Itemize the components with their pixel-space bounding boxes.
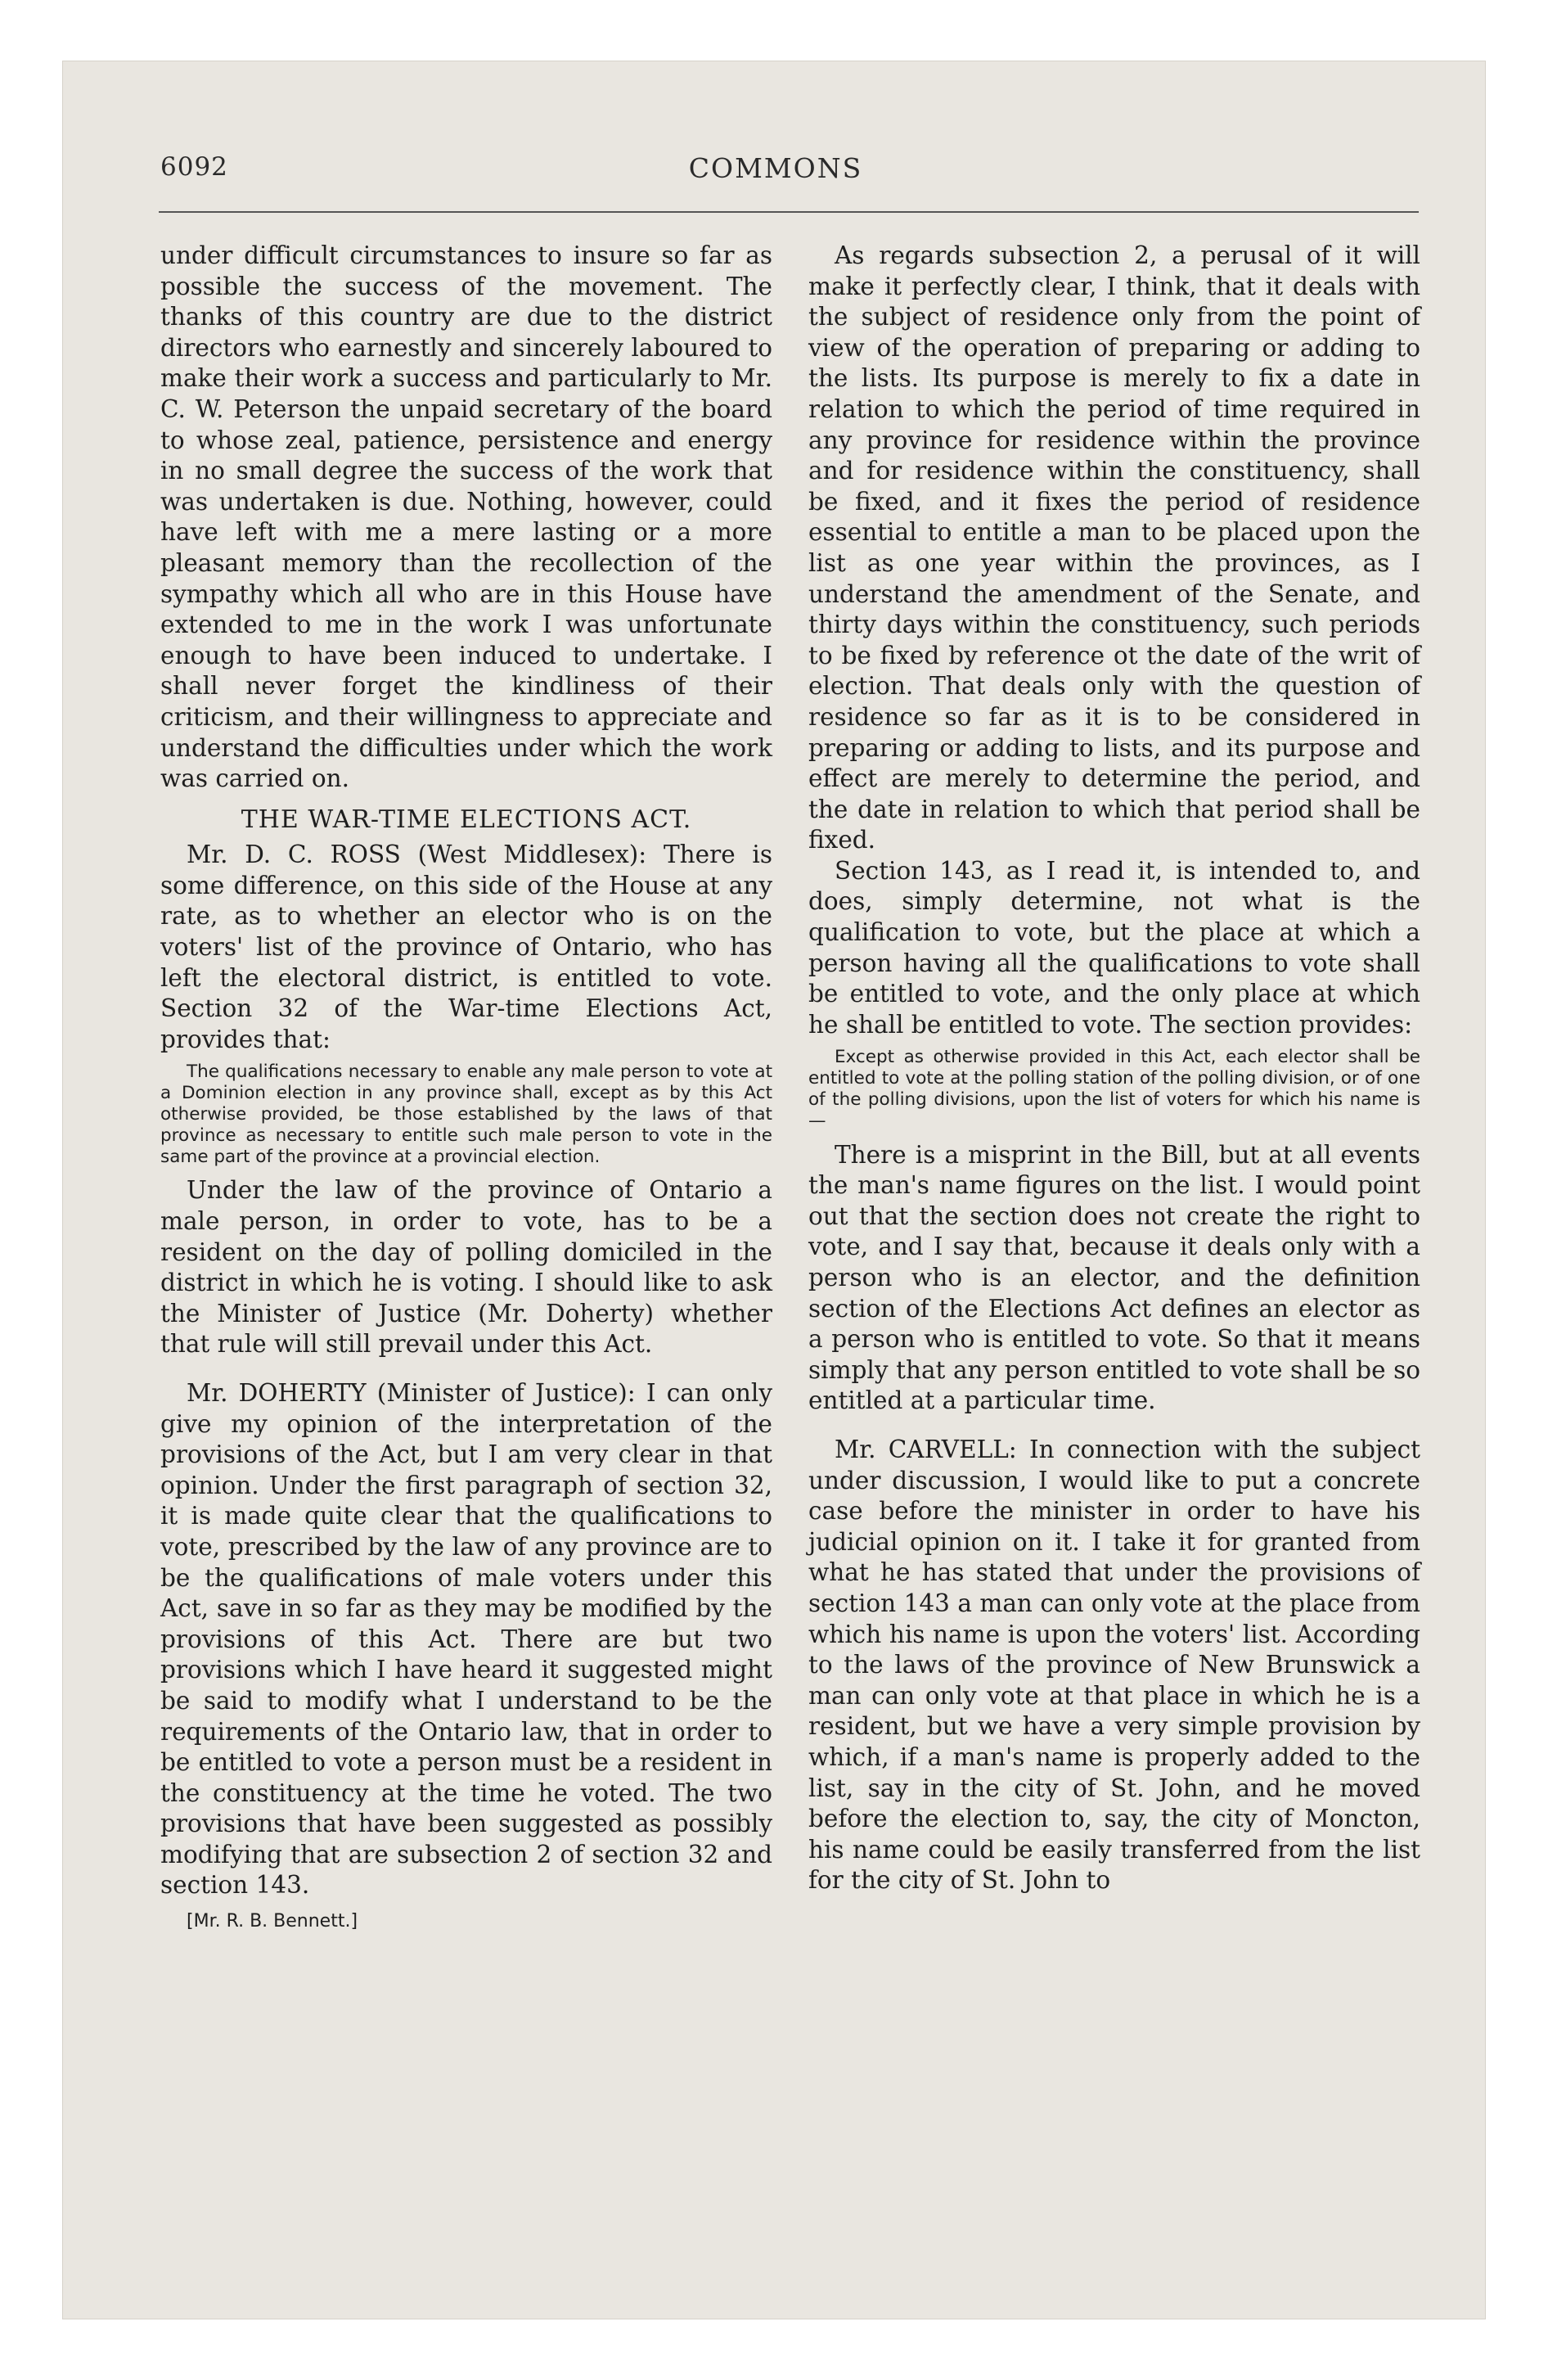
right-column [808,241,1420,1896]
header-rule [159,211,1419,213]
right-quote-section-143: Except as otherwise provided in this Act, each elector shall be entitled to vote at the polling station of the polling division, or of one of the polling divisions, upon the list of voters for which his name is— [808,1047,1420,1131]
right-paragraph-3: There is a misprint in the Bill, but at all events the man's name figures on the list. I would point out that the section does not create the right to vote, and I say that, because it deals only with a person who is an elector, and the definition section of the Elections Act defines an elector as a person who is entitled to vote. So that it means simply that any person entitled to vote shall be so entitled at a particular time. [808,1140,1420,1415]
speaker-signature: [Mr. R. B. Bennett.] [187,1911,358,1932]
left-column [160,241,772,1937]
page-header [101,152,1450,193]
left-quote-section-32: The qualifications necessary to enable any male person to vote at a Dominion election in any province shall, except as by this Act otherwise provided, be those established by the laws of that province as necessary to entitle such male person to vote in the same part of the province at a provincial election. [160,1062,772,1167]
left-paragraph-ross: Mr. D. C. ROSS (West Middlesex): There is some difference, on this side of the House at any rate, as to whether an elector who is on the voters' list of the province of Ontario, who has left the electoral district, is entitled to vote. Section 32 of the War-time Elections Act, provides that: [160,841,772,1053]
right-paragraph-2: Section 143, as I read it, is intended to, and does, simply determine, not what is the qualification to vote, but the place at which a person having all the qualifications to vote shall be entitled to vote, and the only place at which he shall be entitled to vote. The section provides: [808,856,1420,1039]
left-paragraph-doherty: Mr. DOHERTY (Minister of Justice): I can only give my opinion of the interpretation of the provisions of the Act, but I am very clear in that opinion. Under the first paragraph of section 32, it is made quite clear that the qualifications to vote, prescribed by the law of any province are to be the qualifications of male voters under this Act, save in so far as they may be modified by the provisions of this Act. There are but two provisions which I have heard it suggested might be said to modify what I understand to be the requirements of the Ontario law, that in order to be entitled to vote a person must be a resident in the constituency at the time he voted. The two provisions that have been suggested as possibly modifying that are subsection 2 of section 32 and section 143. [160,1378,772,1900]
section-heading: THE WAR-TIME ELECTIONS ACT. [241,805,692,834]
running-head: COMMONS [688,152,863,184]
right-paragraph-carvell: Mr. CARVELL: In connection with the subject under discussion, I would like to put a concrete case before the minister in order to have his judicial opinion on it. I take it for granted from what he has stated that under the provisions of section 143 a man can only vote at the place from which his name is upon the voters' list. According to the laws of the province of New Brunswick a man can only vote at that place in which he is a resident, but we have a very simple provision by which, if a man's name is properly added to the list, say in the city of St. John, and he moved before the election to, say, the city of Moncton, his name could be easily transferred from the list for the city of St. John to [808,1435,1420,1895]
right-paragraph-1: As regards subsection 2, a perusal of it will make it perfectly clear, I think, that it deals with the subject of residence only from the point of view of the operation of preparing or adding to the lists. Its purpose is merely to fix a date in relation to which the period of time required in any province for residence within the province and for residence within the constituency, shall be fixed, and it fixes the period of residence essential to entitle a man to be placed upon the list as one year within the provinces, as I understand the amendment of the Senate, and thirty days within the constituency, such periods to be fixed by reference ot the date of the writ of election. That deals only with the question of residence so far as it is to be considered in preparing or adding to lists, and its purpose and effect are merely to determine the period, and the date in relation to which that period shall be fixed. [808,241,1420,854]
page-number: 6092 [160,152,228,182]
left-paragraph-3: Under the law of the province of Ontario a male person, in order to vote, has to be a resident on the day of polling domiciled in the district in which he is voting. I should like to ask the Minister of Justice (Mr. Doherty) whether that rule will still prevail under this Act. [160,1176,772,1359]
left-paragraph-1: under difficult circumstances to insure so far as possible the success of the movement. The thanks of this country are due to the district directors who earnestly and sincerely laboured to make their work a success and particularly to Mr. C. W. Peterson the unpaid secretary of the board to whose zeal, patience, persistence and energy in no small degree the success of the work that was undertaken is due. Nothing, however, could have left with me a mere lasting or a more pleasant memory than the recollection of the sympathy which all who are in this House have extended to me in the work I was unfortunate enough to have been induced to undertake. I shall never forget the kindliness of their criticism, and their willingness to appreciate and understand the difficulties under which the work was carried on. [160,241,772,793]
